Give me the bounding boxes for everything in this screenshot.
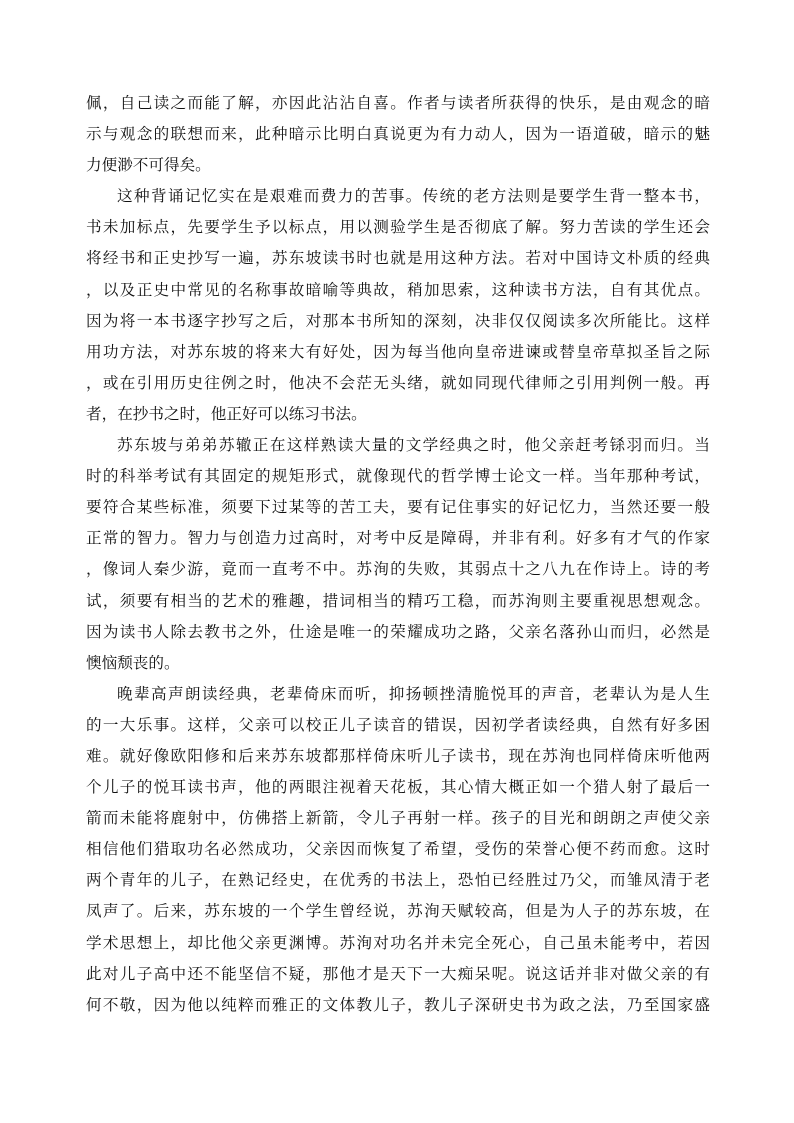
text-line: 时的科举考试有其固定的规矩形式，就像现代的哲学博士论文一样。当年那种考试， bbox=[86, 467, 710, 486]
text-line: 难。就好像欧阳修和后来苏东坡都那样倚床听儿子读书，现在苏洵也同样倚床听他两 bbox=[86, 746, 710, 765]
document-body bbox=[86, 88, 710, 1021]
text-line: ，像词人秦少游，竟而一直考不中。苏洵的失败，其弱点十之八九在作诗上。诗的考 bbox=[86, 560, 710, 579]
paragraph bbox=[86, 181, 710, 430]
text-line: 此对儿子高中还不能坚信不疑，那他才是天下一大痴呆呢。说这话并非对做父亲的有 bbox=[86, 964, 710, 983]
paragraph bbox=[86, 430, 710, 679]
text-line: 晚辈高声朗读经典，老辈倚床而听，抑扬顿挫清脆悦耳的声音，老辈认为是人生 bbox=[117, 684, 710, 703]
text-line: 将经书和正史抄写一遍，苏东坡读书时也就是用这种方法。若对中国诗文朴质的经典 bbox=[86, 249, 710, 268]
text-line: 的一大乐事。这样，父亲可以校正儿子读音的错误，因初学者读经典，自然有好多困 bbox=[86, 715, 710, 734]
text-line: 何不敬，因为他以纯粹而雅正的文体教儿子，教儿子深研史书为政之法，乃至国家盛 bbox=[86, 995, 710, 1014]
text-line: 懊恼颓丧的。 bbox=[86, 653, 180, 672]
text-line: 因为将一本书逐字抄写之后，对那本书所知的深刻，决非仅仅阅读多次所能比。这样 bbox=[86, 311, 710, 330]
text-line: 凤声了。后来，苏东坡的一个学生曾经说，苏洵天赋较高，但是为人子的苏东坡，在 bbox=[86, 902, 710, 921]
text-line: 用功方法，对苏东坡的将来大有好处，因为每当他向皇帝进谏或替皇帝草拟圣旨之际 bbox=[86, 342, 710, 361]
text-line: 者，在抄书之时，他正好可以练习书法。 bbox=[86, 404, 367, 423]
text-line: ，或在引用历史往例之时，他决不会茫无头绪，就如同现代律师之引用判例一般。再 bbox=[86, 373, 710, 392]
paragraph bbox=[86, 88, 710, 181]
paragraph bbox=[86, 679, 710, 1021]
text-line: 两个青年的儿子，在熟记经史，在优秀的书法上，恐怕已经胜过乃父，而雏凤清于老 bbox=[86, 871, 710, 890]
text-line: 正常的智力。智力与创造力过高时，对考中反是障碍，并非有利。好多有才气的作家 bbox=[86, 529, 710, 548]
text-line: 佩，自己读之而能了解，亦因此沾沾自喜。作者与读者所获得的快乐，是由观念的暗 bbox=[86, 94, 710, 112]
text-line: 相信他们猎取功名必然成功，父亲因而恢复了希望，受伤的荣誉心便不药而愈。这时 bbox=[86, 840, 710, 859]
text-line: 因为读书人除去教书之外，仕途是唯一的荣耀成功之路，父亲名落孙山而归，必然是 bbox=[86, 622, 710, 641]
text-line: 个儿子的悦耳读书声，他的两眼注视着天花板，其心情大概正如一个猎人射了最后一 bbox=[86, 778, 710, 797]
text-line: 示与观念的联想而来，此种暗示比明白真说更为有力动人，因为一语道破，暗示的魅 bbox=[86, 125, 710, 144]
text-line: ，以及正史中常见的名称事故暗喻等典故，稍加思索，这种读书方法，自有其优点。 bbox=[86, 280, 710, 299]
text-line: 苏东坡与弟弟苏辙正在这样熟读大量的文学经典之时，他父亲赶考铩羽而归。当 bbox=[117, 436, 710, 455]
text-line: 试，须要有相当的艺术的雅趣，措词相当的精巧工稳，而苏洵则主要重视思想观念。 bbox=[86, 591, 710, 610]
text-line: 力便渺不可得矣。 bbox=[86, 156, 211, 175]
text-line: 这种背诵记忆实在是艰难而费力的苦事。传统的老方法则是要学生背一整本书， bbox=[117, 187, 710, 206]
text-line: 学术思想上，却比他父亲更渊博。苏洵对功名并未完全死心，自己虽未能考中，若因 bbox=[86, 933, 710, 952]
text-line: 箭而未能将鹿射中，仿佛搭上新箭，令儿子再射一样。孩子的目光和朗朗之声使父亲 bbox=[86, 809, 710, 828]
text-line: 书未加标点，先要学生予以标点，用以测验学生是否彻底了解。努力苦读的学生还会 bbox=[86, 218, 710, 237]
text-line: 要符合某些标准，须要下过某等的苦工夫，要有记住事实的好记忆力，当然还要一般 bbox=[86, 498, 710, 517]
